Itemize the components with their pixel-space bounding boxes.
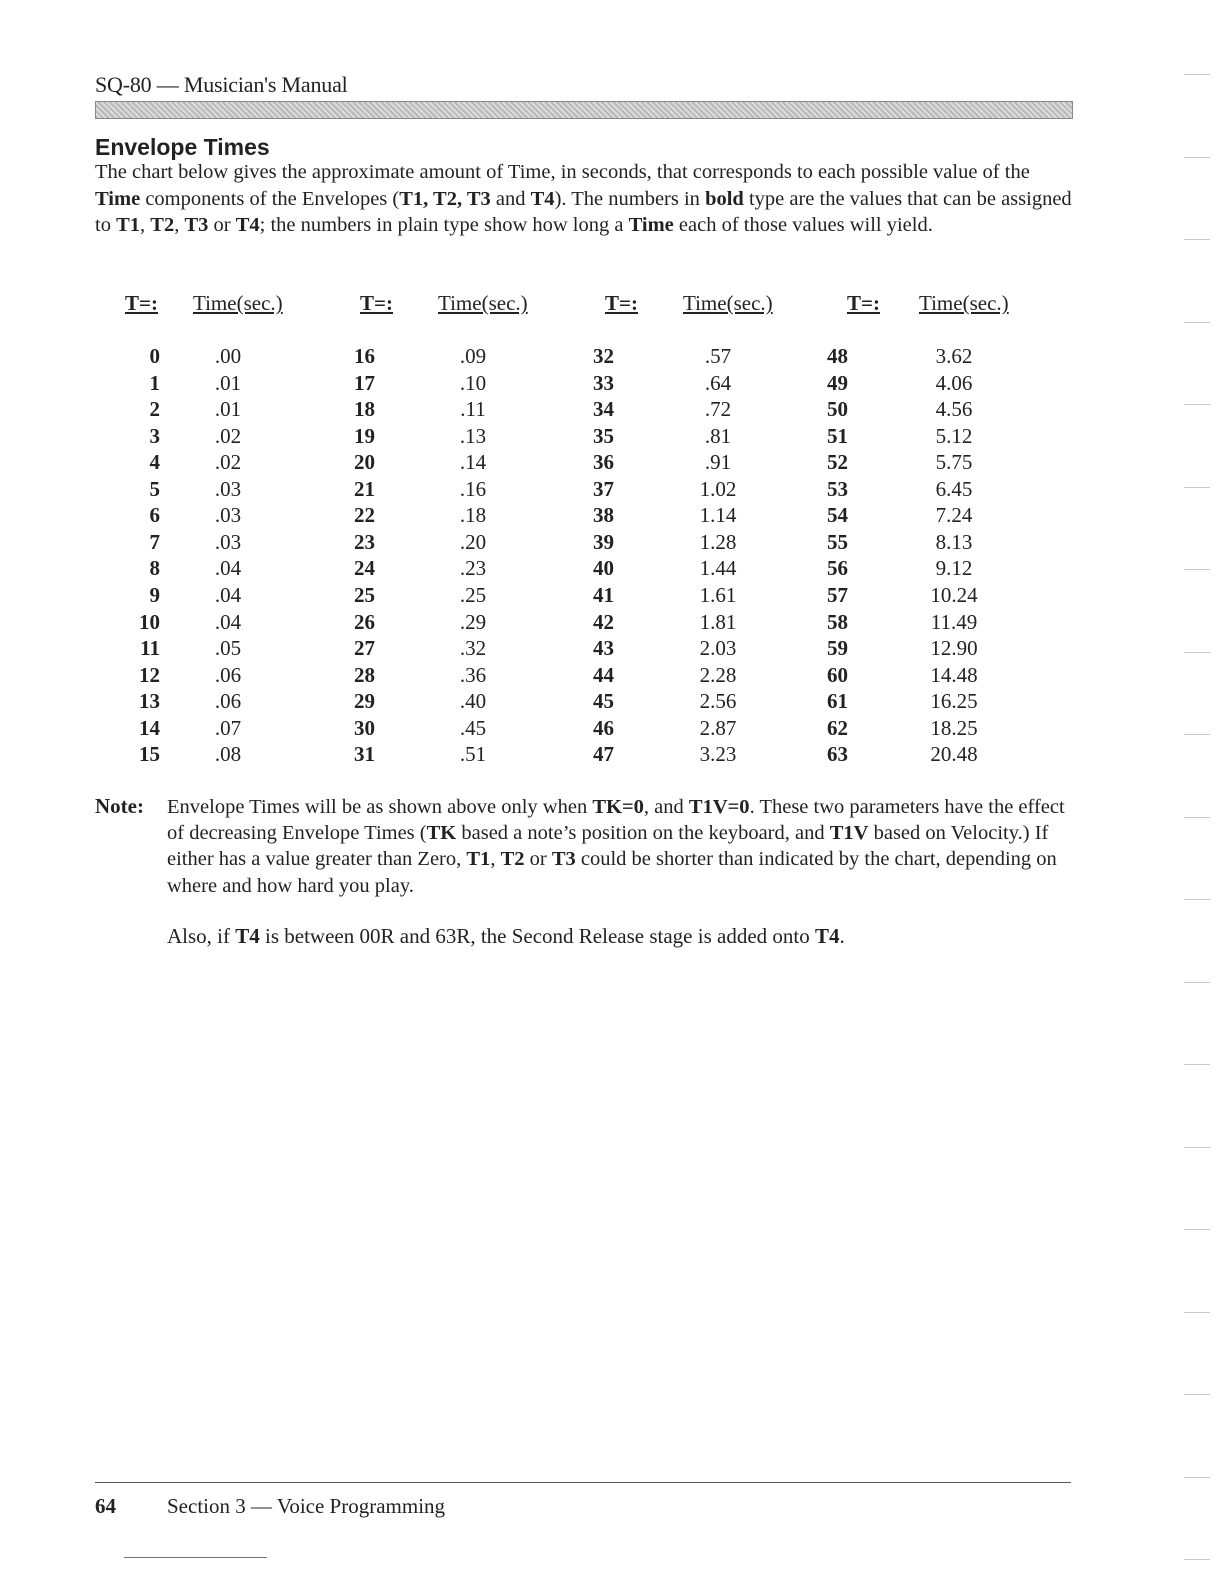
text-run: based on Velocity.) If either has a value greater than Zero, bbox=[167, 822, 1049, 871]
time-seconds: 2.03 bbox=[699, 636, 737, 661]
parameter-value: 45 bbox=[593, 689, 614, 714]
column-header-t: T=: bbox=[125, 291, 158, 315]
parameter-value: 30 bbox=[354, 715, 375, 740]
text-run: or bbox=[208, 214, 236, 236]
bold-term: T1V=0 bbox=[688, 796, 750, 818]
time-seconds: .81 bbox=[704, 423, 732, 448]
parameter-value: 48 bbox=[827, 344, 848, 368]
time-seconds: 1.14 bbox=[699, 503, 737, 528]
parameter-value: 32 bbox=[593, 344, 614, 368]
parameter-value: 11 bbox=[140, 636, 160, 661]
column-header-t: T=: bbox=[605, 291, 638, 315]
edge-tick bbox=[1184, 1559, 1210, 1560]
time-seconds: .45 bbox=[459, 715, 487, 740]
text-run: components of the Envelopes ( bbox=[140, 187, 400, 210]
text-run: Envelope Times will be as shown above only when bbox=[167, 796, 593, 818]
bold-term: T1 bbox=[116, 214, 141, 236]
bold-term: Time bbox=[95, 187, 141, 210]
time-seconds: .16 bbox=[459, 476, 487, 501]
time-seconds: 4.56 bbox=[935, 397, 973, 422]
parameter-value: 13 bbox=[139, 689, 160, 714]
parameter-value: 27 bbox=[354, 636, 375, 661]
time-seconds: .06 bbox=[214, 689, 242, 714]
parameter-value: 22 bbox=[354, 503, 375, 528]
text-run: Also, if bbox=[167, 924, 236, 948]
parameter-value: 12 bbox=[139, 662, 160, 687]
column-header-time: Time(sec.) bbox=[683, 291, 773, 315]
text-run: could be shorter than indicated by the chart, depending on where and how hard you play. bbox=[167, 848, 1057, 897]
bold-term: T3 bbox=[551, 848, 576, 871]
time-seconds: 1.44 bbox=[699, 556, 737, 581]
edge-tick bbox=[1184, 1312, 1210, 1313]
parameter-value: 46 bbox=[593, 715, 614, 740]
parameter-value: 43 bbox=[593, 636, 614, 661]
text-run: , and bbox=[643, 796, 689, 818]
parameter-value: 28 bbox=[354, 662, 375, 687]
time-seconds: .40 bbox=[459, 689, 487, 714]
edge-tick bbox=[1184, 817, 1210, 818]
bold-term: T4 bbox=[235, 924, 260, 948]
time-seconds: 2.56 bbox=[699, 689, 737, 714]
edge-tick bbox=[1184, 569, 1210, 570]
parameter-value: 52 bbox=[827, 450, 848, 475]
column-header-time: Time(sec.) bbox=[438, 291, 528, 315]
time-seconds: 9.12 bbox=[935, 556, 973, 581]
time-seconds: .05 bbox=[214, 636, 242, 661]
intro-paragraph bbox=[95, 159, 1073, 239]
parameter-value: 23 bbox=[354, 529, 375, 554]
time-seconds: .23 bbox=[459, 556, 487, 581]
time-seconds: 8.13 bbox=[935, 529, 973, 554]
time-seconds: .51 bbox=[459, 742, 487, 767]
time-seconds: 3.23 bbox=[699, 742, 737, 767]
footer-section-title: Section 3 — Voice Programming bbox=[167, 1494, 446, 1518]
also-paragraph bbox=[167, 924, 845, 949]
text-run: ; the numbers in plain type show how long a bbox=[259, 214, 629, 236]
time-seconds: 6.45 bbox=[935, 476, 973, 501]
text-run: based a note’s position on the keyboard, and bbox=[456, 822, 830, 845]
bold-term: T4 bbox=[814, 924, 840, 948]
note-label: Note: bbox=[95, 794, 144, 818]
bold-term: T4 bbox=[530, 187, 555, 210]
parameter-value: 41 bbox=[593, 582, 614, 607]
parameter-value: 36 bbox=[593, 450, 614, 475]
parameter-value: 51 bbox=[827, 423, 848, 448]
edge-tick bbox=[1184, 652, 1210, 653]
time-seconds: .01 bbox=[214, 397, 242, 422]
edge-tick bbox=[1184, 1394, 1210, 1395]
time-seconds: 5.12 bbox=[935, 423, 973, 448]
time-seconds: .36 bbox=[459, 662, 487, 687]
bold-term: T1, T2, T3 bbox=[399, 187, 491, 210]
parameter-value: 53 bbox=[827, 476, 848, 501]
text-run: . These two parameters have the effect of decreasing Envelope Times ( bbox=[167, 796, 1065, 845]
edge-tick bbox=[1184, 1147, 1210, 1148]
text-run: and bbox=[490, 187, 531, 210]
parameter-value: 15 bbox=[139, 742, 160, 767]
parameter-value: 3 bbox=[149, 423, 160, 448]
parameter-value: 9 bbox=[149, 582, 160, 607]
text-run: , bbox=[140, 214, 151, 236]
time-seconds: 3.62 bbox=[935, 344, 973, 368]
parameter-value: 0 bbox=[149, 344, 160, 368]
parameter-value: 2 bbox=[149, 397, 160, 422]
time-seconds: .02 bbox=[214, 450, 242, 475]
parameter-value: 6 bbox=[149, 503, 160, 528]
parameter-value: 7 bbox=[149, 529, 160, 554]
column-header-time: Time(sec.) bbox=[919, 291, 1009, 315]
parameter-value: 42 bbox=[593, 609, 614, 634]
bold-term: T3 bbox=[184, 214, 209, 236]
edge-tick bbox=[1184, 239, 1210, 240]
text-run: , bbox=[490, 848, 501, 871]
parameter-value: 34 bbox=[593, 397, 614, 422]
parameter-value: 19 bbox=[354, 423, 375, 448]
text-run: each of those values will yield. bbox=[673, 214, 933, 236]
time-seconds: .91 bbox=[704, 450, 732, 475]
time-seconds: 4.06 bbox=[935, 370, 973, 395]
time-seconds: 1.81 bbox=[699, 609, 737, 634]
parameter-value: 62 bbox=[827, 715, 848, 740]
time-seconds: .09 bbox=[459, 344, 487, 368]
time-seconds: .03 bbox=[214, 529, 242, 554]
parameter-value: 14 bbox=[139, 715, 160, 740]
column-header-time: Time(sec.) bbox=[193, 291, 283, 315]
parameter-value: 18 bbox=[354, 397, 375, 422]
time-seconds: .13 bbox=[459, 423, 487, 448]
bold-term: TK=0 bbox=[592, 796, 644, 818]
parameter-value: 10 bbox=[139, 609, 160, 634]
time-seconds: 16.25 bbox=[930, 689, 978, 714]
time-seconds: 20.48 bbox=[930, 742, 978, 767]
bold-term: T4 bbox=[235, 214, 260, 236]
time-seconds: .02 bbox=[214, 423, 242, 448]
parameter-value: 1 bbox=[149, 370, 160, 395]
text-run: , bbox=[174, 214, 185, 236]
parameter-value: 17 bbox=[354, 370, 375, 395]
text-run: The chart below gives the approximate amount of Time, in seconds, that corresponds to each possible value of the bbox=[95, 161, 1030, 183]
edge-tick bbox=[1184, 1064, 1210, 1065]
time-seconds: .04 bbox=[214, 556, 242, 581]
parameter-value: 20 bbox=[354, 450, 375, 475]
time-seconds: .11 bbox=[460, 397, 486, 422]
parameter-value: 59 bbox=[827, 636, 848, 661]
parameter-value: 31 bbox=[354, 742, 375, 767]
parameter-value: 33 bbox=[593, 370, 614, 395]
parameter-value: 24 bbox=[354, 556, 375, 581]
parameter-value: 60 bbox=[827, 662, 848, 687]
time-seconds: .04 bbox=[214, 582, 242, 607]
text-run: type are the values that can be assigned to bbox=[95, 187, 1072, 236]
time-seconds: .06 bbox=[214, 662, 242, 687]
time-seconds: 11.49 bbox=[930, 609, 978, 634]
note-paragraph bbox=[167, 794, 1072, 899]
time-seconds: .72 bbox=[704, 397, 732, 422]
time-seconds: .32 bbox=[459, 636, 487, 661]
edge-tick bbox=[1184, 404, 1210, 405]
bold-term: Time bbox=[628, 214, 674, 236]
bold-term: T2 bbox=[500, 848, 525, 871]
bold-term: T2 bbox=[150, 214, 175, 236]
parameter-value: 49 bbox=[827, 370, 848, 395]
time-seconds: .01 bbox=[214, 370, 242, 395]
section-title: Envelope Times bbox=[95, 134, 270, 160]
edge-tick bbox=[1184, 157, 1210, 158]
time-seconds: 10.24 bbox=[930, 582, 978, 607]
time-seconds: .25 bbox=[459, 582, 487, 607]
bold-term: T1V bbox=[829, 822, 869, 845]
column-header-t: T=: bbox=[847, 291, 880, 315]
parameter-value: 40 bbox=[593, 556, 614, 581]
time-seconds: .03 bbox=[214, 503, 242, 528]
parameter-value: 57 bbox=[827, 582, 848, 607]
parameter-value: 63 bbox=[827, 742, 848, 767]
parameter-value: 38 bbox=[593, 503, 614, 528]
edge-tick bbox=[1184, 899, 1210, 900]
parameter-value: 35 bbox=[593, 423, 614, 448]
edge-tick bbox=[1184, 1477, 1210, 1478]
text-run: ). The numbers in bbox=[554, 187, 706, 210]
parameter-value: 55 bbox=[827, 529, 848, 554]
edge-tick bbox=[1184, 734, 1210, 735]
parameter-value: 37 bbox=[593, 476, 614, 501]
edge-tick bbox=[1184, 322, 1210, 323]
time-seconds: .14 bbox=[459, 450, 487, 475]
running-header: SQ-80 — Musician's Manual bbox=[95, 72, 348, 97]
time-seconds: 5.75 bbox=[935, 450, 973, 475]
text-run: is between 00R and 63R, the Second Release stage is added onto bbox=[259, 924, 815, 948]
time-seconds: 1.61 bbox=[699, 582, 737, 607]
edge-tick bbox=[1184, 74, 1210, 75]
text-run: . bbox=[839, 924, 845, 948]
bold-term: bold bbox=[705, 187, 744, 210]
time-seconds: .20 bbox=[459, 529, 487, 554]
bold-term: TK bbox=[426, 822, 457, 845]
footer-rule bbox=[95, 1482, 1071, 1483]
parameter-value: 39 bbox=[593, 529, 614, 554]
parameter-value: 25 bbox=[354, 582, 375, 607]
time-seconds: .08 bbox=[214, 742, 242, 767]
time-seconds: .07 bbox=[214, 715, 242, 740]
edge-tick bbox=[1184, 1229, 1210, 1230]
parameter-value: 21 bbox=[354, 476, 375, 501]
time-seconds: .18 bbox=[459, 503, 487, 528]
parameter-value: 4 bbox=[149, 450, 160, 475]
bottom-edge-line bbox=[124, 1557, 267, 1558]
parameter-value: 16 bbox=[354, 344, 375, 368]
time-seconds: 2.28 bbox=[699, 662, 737, 687]
parameter-value: 61 bbox=[827, 689, 848, 714]
parameter-value: 44 bbox=[593, 662, 614, 687]
time-seconds: 12.90 bbox=[930, 636, 978, 661]
parameter-value: 29 bbox=[354, 689, 375, 714]
time-seconds: .04 bbox=[214, 609, 242, 634]
parameter-value: 58 bbox=[827, 609, 848, 634]
time-seconds: 2.87 bbox=[699, 715, 737, 740]
time-seconds: .10 bbox=[459, 370, 487, 395]
time-seconds: .00 bbox=[214, 344, 242, 368]
time-seconds: 7.24 bbox=[935, 503, 973, 528]
parameter-value: 47 bbox=[593, 742, 614, 767]
time-seconds: .03 bbox=[214, 476, 242, 501]
bold-term: T1 bbox=[466, 848, 491, 871]
time-seconds: .64 bbox=[704, 370, 732, 395]
time-seconds: 18.25 bbox=[930, 715, 978, 740]
time-seconds: 1.28 bbox=[699, 529, 737, 554]
time-seconds: 1.02 bbox=[699, 476, 737, 501]
parameter-value: 54 bbox=[827, 503, 848, 528]
parameter-value: 26 bbox=[354, 609, 375, 634]
page-number: 64 bbox=[95, 1494, 116, 1518]
column-header-t: T=: bbox=[360, 291, 393, 315]
parameter-value: 5 bbox=[149, 476, 160, 501]
time-seconds: .57 bbox=[704, 344, 732, 368]
time-seconds: 14.48 bbox=[930, 662, 978, 687]
text-run: or bbox=[524, 848, 552, 871]
edge-tick bbox=[1184, 487, 1210, 488]
parameter-value: 8 bbox=[149, 556, 160, 581]
parameter-value: 56 bbox=[827, 556, 848, 581]
edge-tick bbox=[1184, 982, 1210, 983]
parameter-value: 50 bbox=[827, 397, 848, 422]
header-shade-bar bbox=[95, 101, 1073, 119]
time-seconds: .29 bbox=[459, 609, 487, 634]
